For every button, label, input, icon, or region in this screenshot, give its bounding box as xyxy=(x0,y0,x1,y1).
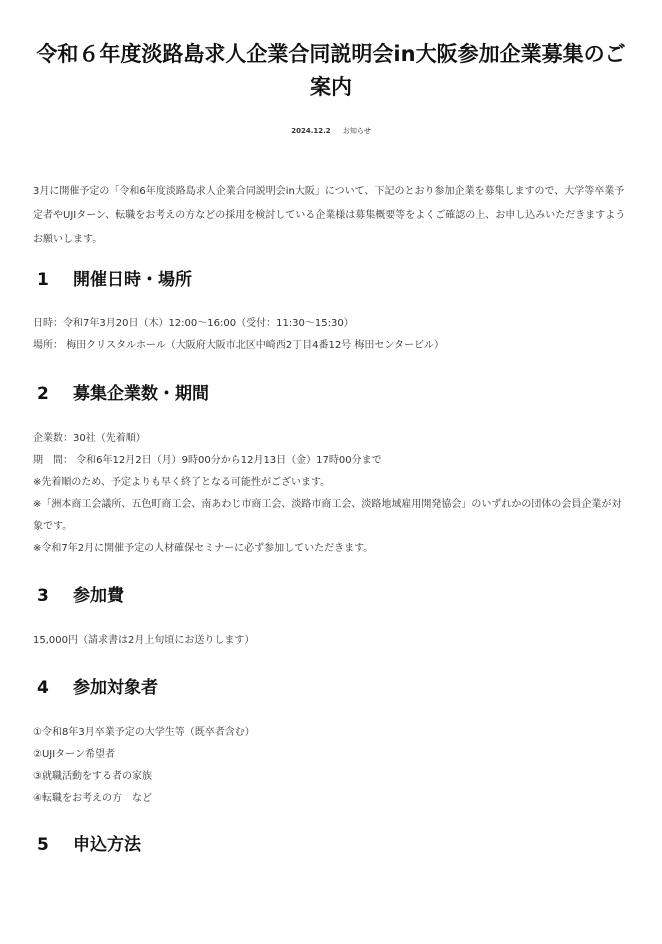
section-number: 2 xyxy=(37,384,49,404)
section-title: 参加費 xyxy=(73,586,124,606)
section-body-1 xyxy=(33,313,627,357)
section-line: ③就職活動をする者の家族 xyxy=(33,771,152,782)
section-body-2 xyxy=(33,428,627,560)
section-line: 場所： 梅田クリスタルホール（大阪府大阪市北区中崎西2丁目4番12号 梅田センタービル） xyxy=(33,340,445,351)
section-title: 募集企業数・期間 xyxy=(73,384,209,404)
section-heading-1 xyxy=(37,268,192,292)
post-category[interactable]: お知らせ xyxy=(342,127,371,135)
section-line: 日時：令和7年3月20日（木）12:00～16:00（受付：11:30～15:30） xyxy=(33,318,354,329)
post-meta xyxy=(0,126,662,136)
section-line: 企業数：30社（先着順） xyxy=(33,433,146,444)
section-heading-2 xyxy=(37,382,209,406)
section-line: ※「洲本商工会議所、五色町商工会、南あわじ市商工会、淡路市商工会、淡路地域雇用開発協会」のいずれかの団体の会員企業が対象です。 xyxy=(33,499,622,532)
post-date: 2024.12.2 xyxy=(291,127,331,135)
section-number: 3 xyxy=(37,586,49,606)
section-body-4 xyxy=(33,722,627,810)
section-title: 開催日時・場所 xyxy=(73,270,192,290)
section-line: ※令和7年2月に開催予定の人材確保セミナーに必ず参加していただきます。 xyxy=(33,543,374,554)
section-title: 参加対象者 xyxy=(73,678,158,698)
section-number: 4 xyxy=(37,678,49,698)
section-line: ①令和8年3月卒業予定の大学生等（既卒者含む） xyxy=(33,727,255,738)
section-title: 申込方法 xyxy=(73,835,141,855)
section-heading-4 xyxy=(37,676,158,700)
page-title: 令和６年度淡路島求人企業合同説明会in大阪参加企業募集のご案内 xyxy=(36,42,626,99)
intro-paragraph: 3月に開催予定の「令和6年度淡路島求人企業合同説明会in大阪」について、下記のとおり参加企業を募集しますので、大学等卒業予定者やUJIターン、転職をお考えの方などの採用を検討している企業様は募集概要等をよくご確認の上、お申し込みいただきますようお願いします。 xyxy=(33,186,626,245)
section-heading-5 xyxy=(37,833,141,857)
section-number: 1 xyxy=(37,270,49,290)
section-number: 5 xyxy=(37,835,49,855)
section-heading-3 xyxy=(37,584,124,608)
section-line: ②UJIターン希望者 xyxy=(33,749,115,760)
section-line: ④転職をお考えの方 など xyxy=(33,793,152,804)
section-body-3 xyxy=(33,630,627,652)
section-line: 期 間： 令和6年12月2日（月）9時00分から12月13日（金）17時00分まで xyxy=(33,455,382,466)
section-line: ※先着順のため、予定よりも早く終了となる可能性がございます。 xyxy=(33,477,331,488)
section-line: 15,000円（請求書は2月上旬頃にお送りします） xyxy=(33,635,255,646)
